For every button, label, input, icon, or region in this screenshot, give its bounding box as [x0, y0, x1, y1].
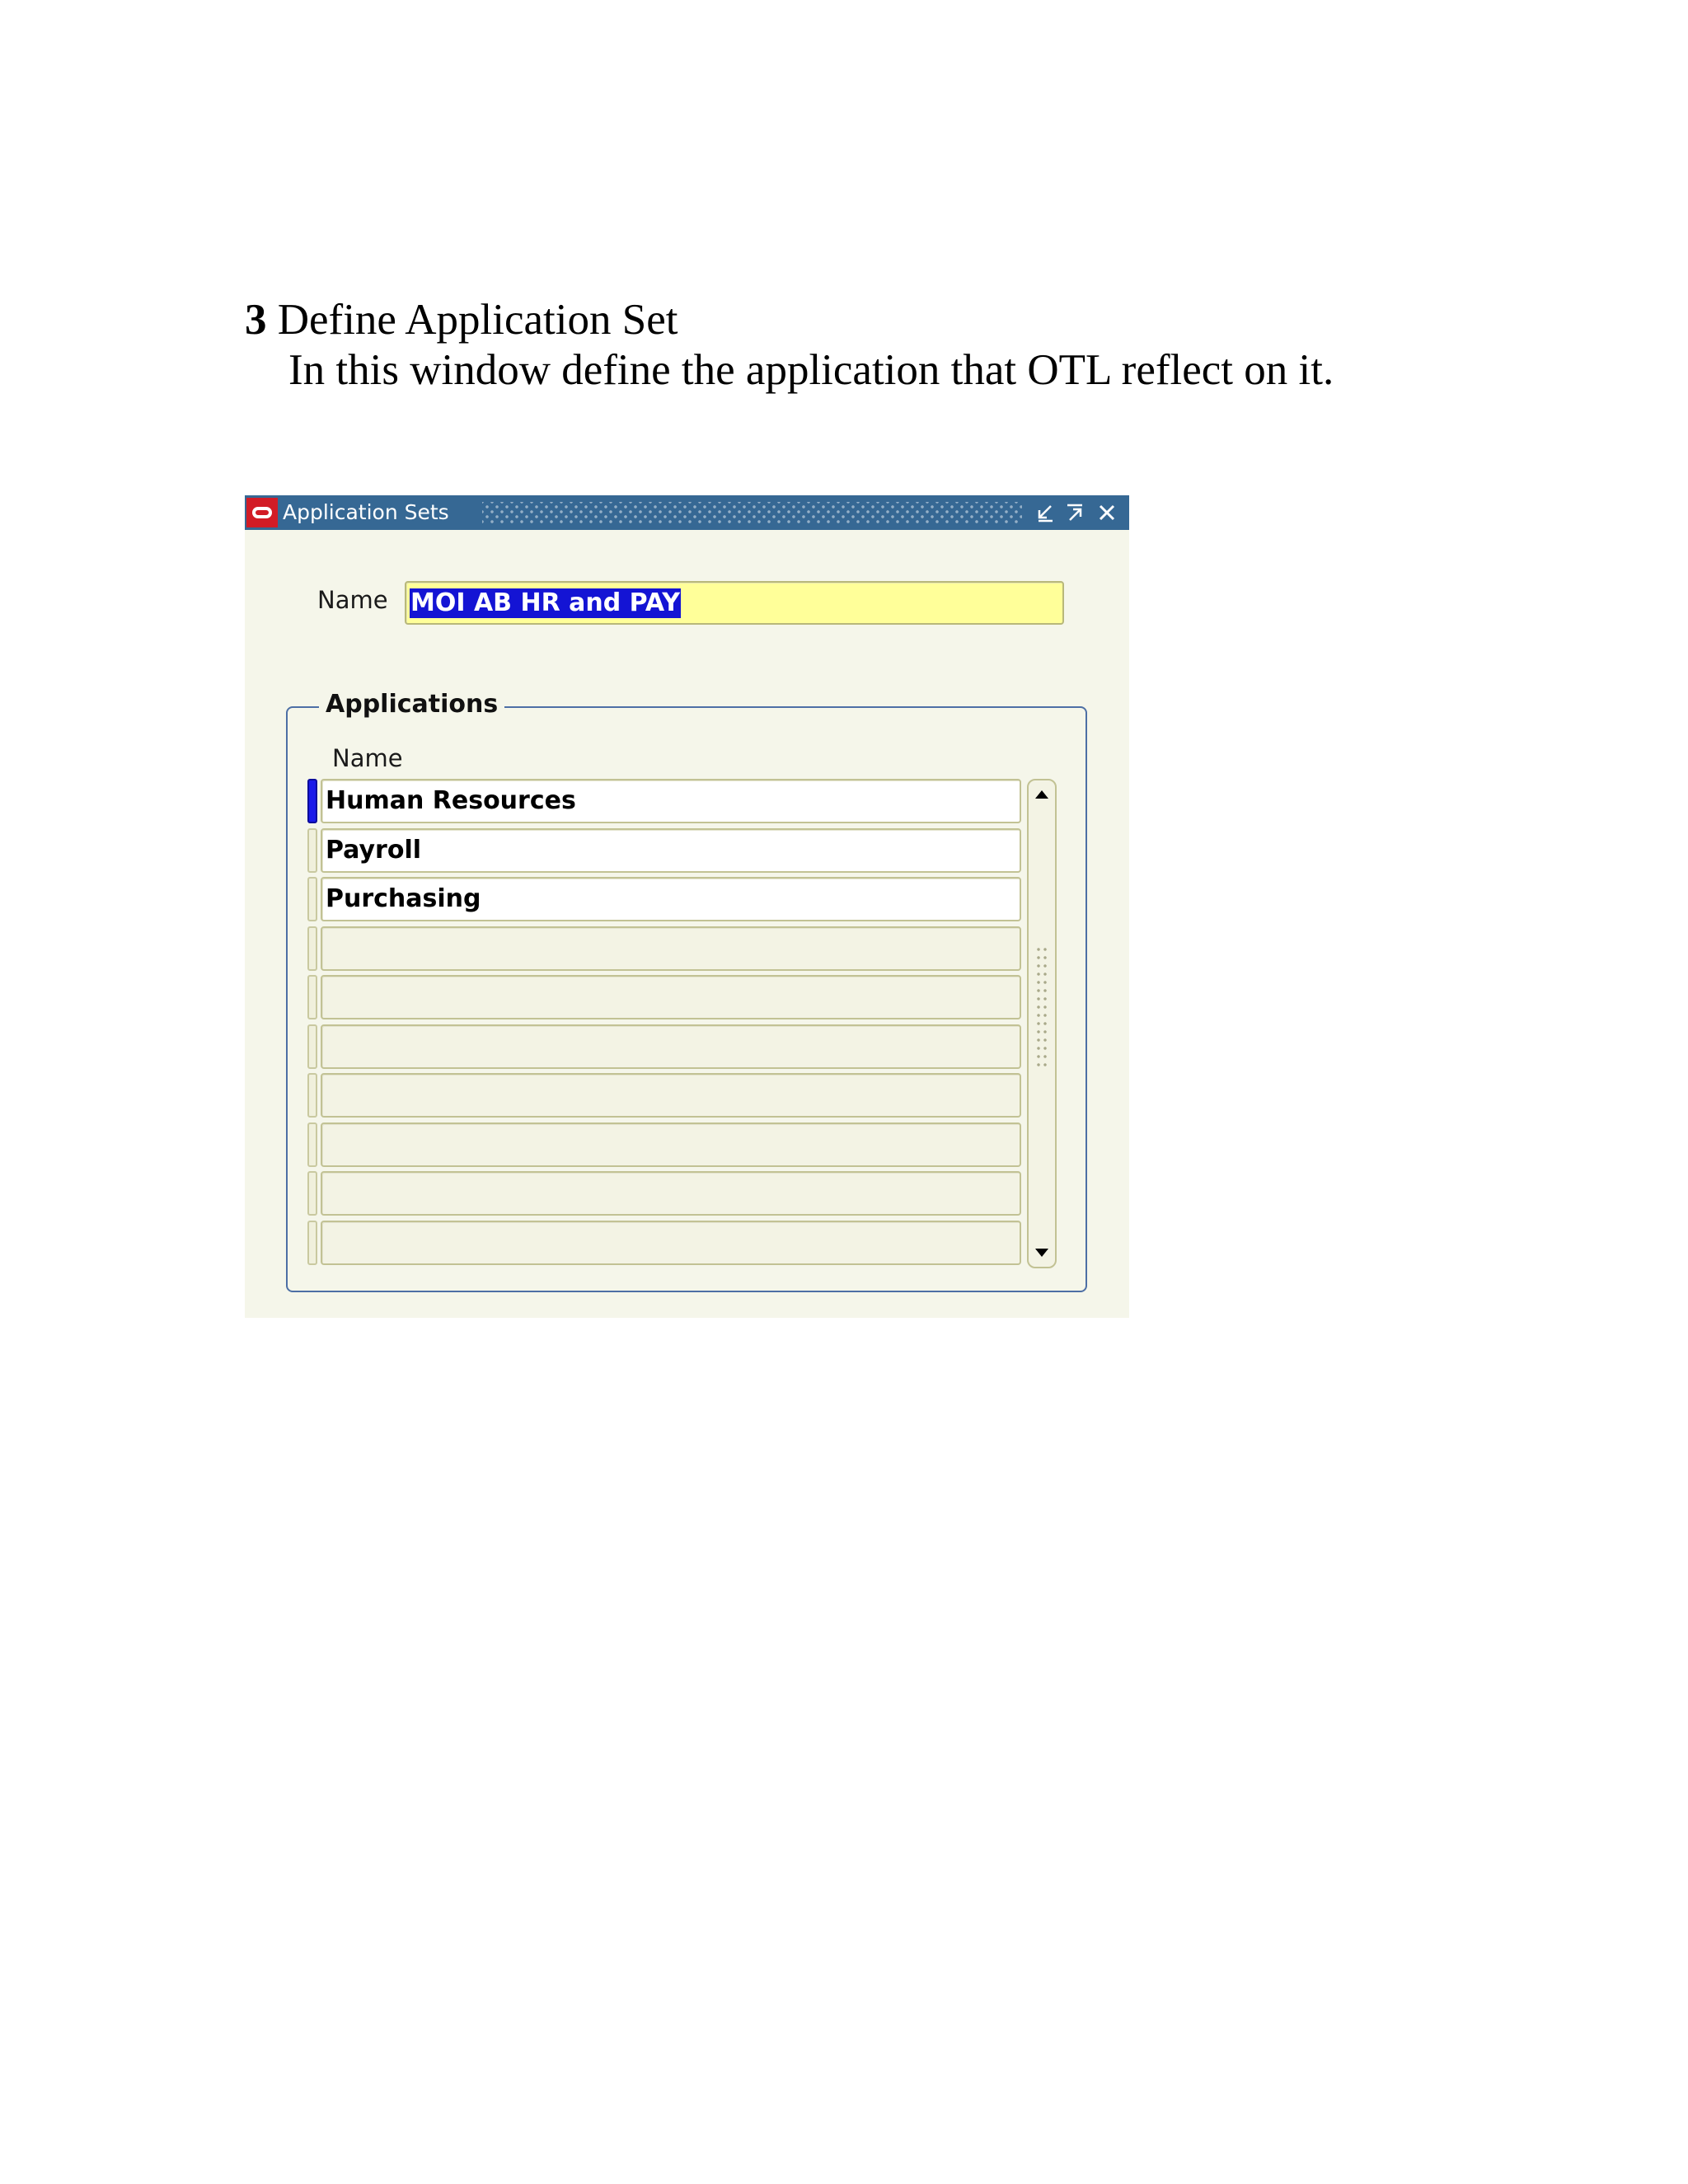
application-row [307, 1121, 1025, 1170]
record-indicator[interactable] [307, 877, 317, 921]
application-name-text: Purchasing [326, 884, 481, 913]
record-indicator[interactable] [307, 1171, 317, 1216]
applications-name-column-header: Name [332, 744, 403, 772]
step-number: 3 [245, 296, 267, 344]
scroll-down-button[interactable] [1032, 1242, 1052, 1263]
application-name-field[interactable] [321, 1024, 1021, 1069]
application-row [307, 1169, 1025, 1219]
record-indicator[interactable] [307, 926, 317, 971]
maximize-button[interactable] [1062, 499, 1088, 527]
record-indicator[interactable] [307, 1024, 317, 1069]
application-row [307, 875, 1025, 925]
name-label: Name [317, 586, 388, 614]
record-indicator[interactable] [307, 975, 317, 1019]
application-name-field[interactable] [321, 1073, 1021, 1118]
window-title: Application Sets [283, 500, 449, 524]
minimize-button[interactable] [1032, 499, 1058, 527]
window-title-bar[interactable] [245, 495, 1129, 530]
application-name-field[interactable] [321, 1221, 1021, 1265]
application-row [307, 1023, 1025, 1072]
scroll-up-button[interactable] [1032, 784, 1052, 805]
minimize-icon [1035, 503, 1055, 523]
application-row [307, 1071, 1025, 1121]
application-row [307, 973, 1025, 1023]
application-name-field[interactable] [321, 1122, 1021, 1167]
step-title: Define Application Set [277, 296, 678, 344]
title-bar-grip [482, 502, 1022, 523]
arrow-down-icon [1034, 1247, 1050, 1258]
applications-rows [307, 777, 1025, 1268]
record-indicator[interactable] [307, 1122, 317, 1167]
application-name-field[interactable] [321, 1171, 1021, 1216]
record-indicator[interactable] [307, 1073, 317, 1118]
application-set-name-value: MOI AB HR and PAY [410, 588, 680, 617]
application-name-field[interactable] [321, 926, 1021, 971]
application-row [307, 777, 1025, 827]
maximize-icon [1065, 503, 1085, 523]
application-row [307, 827, 1025, 876]
step-instruction: In this window define the application that OTL reflect on it. [288, 346, 1334, 394]
application-row [307, 925, 1025, 974]
step-heading [245, 295, 678, 344]
scroll-thumb[interactable] [1035, 945, 1048, 1069]
application-sets-window [245, 495, 1129, 1318]
application-name-text: Payroll [326, 835, 422, 865]
record-indicator[interactable] [307, 779, 317, 823]
application-name-field[interactable] [321, 828, 1021, 873]
close-button[interactable] [1094, 499, 1120, 527]
application-name-text: Human Resources [326, 786, 576, 815]
application-name-field[interactable] [321, 975, 1021, 1019]
application-name-field[interactable] [321, 877, 1021, 921]
record-indicator[interactable] [307, 828, 317, 873]
oracle-logo-icon [246, 498, 278, 527]
record-indicator[interactable] [307, 1221, 317, 1265]
arrow-up-icon [1034, 789, 1050, 800]
vertical-scrollbar[interactable] [1027, 779, 1057, 1268]
applications-group-title: Applications [319, 690, 504, 719]
application-name-field[interactable] [321, 779, 1021, 823]
application-row [307, 1219, 1025, 1268]
close-icon [1097, 503, 1117, 523]
applications-group [286, 690, 1087, 1292]
application-set-name-field[interactable] [405, 581, 1064, 625]
